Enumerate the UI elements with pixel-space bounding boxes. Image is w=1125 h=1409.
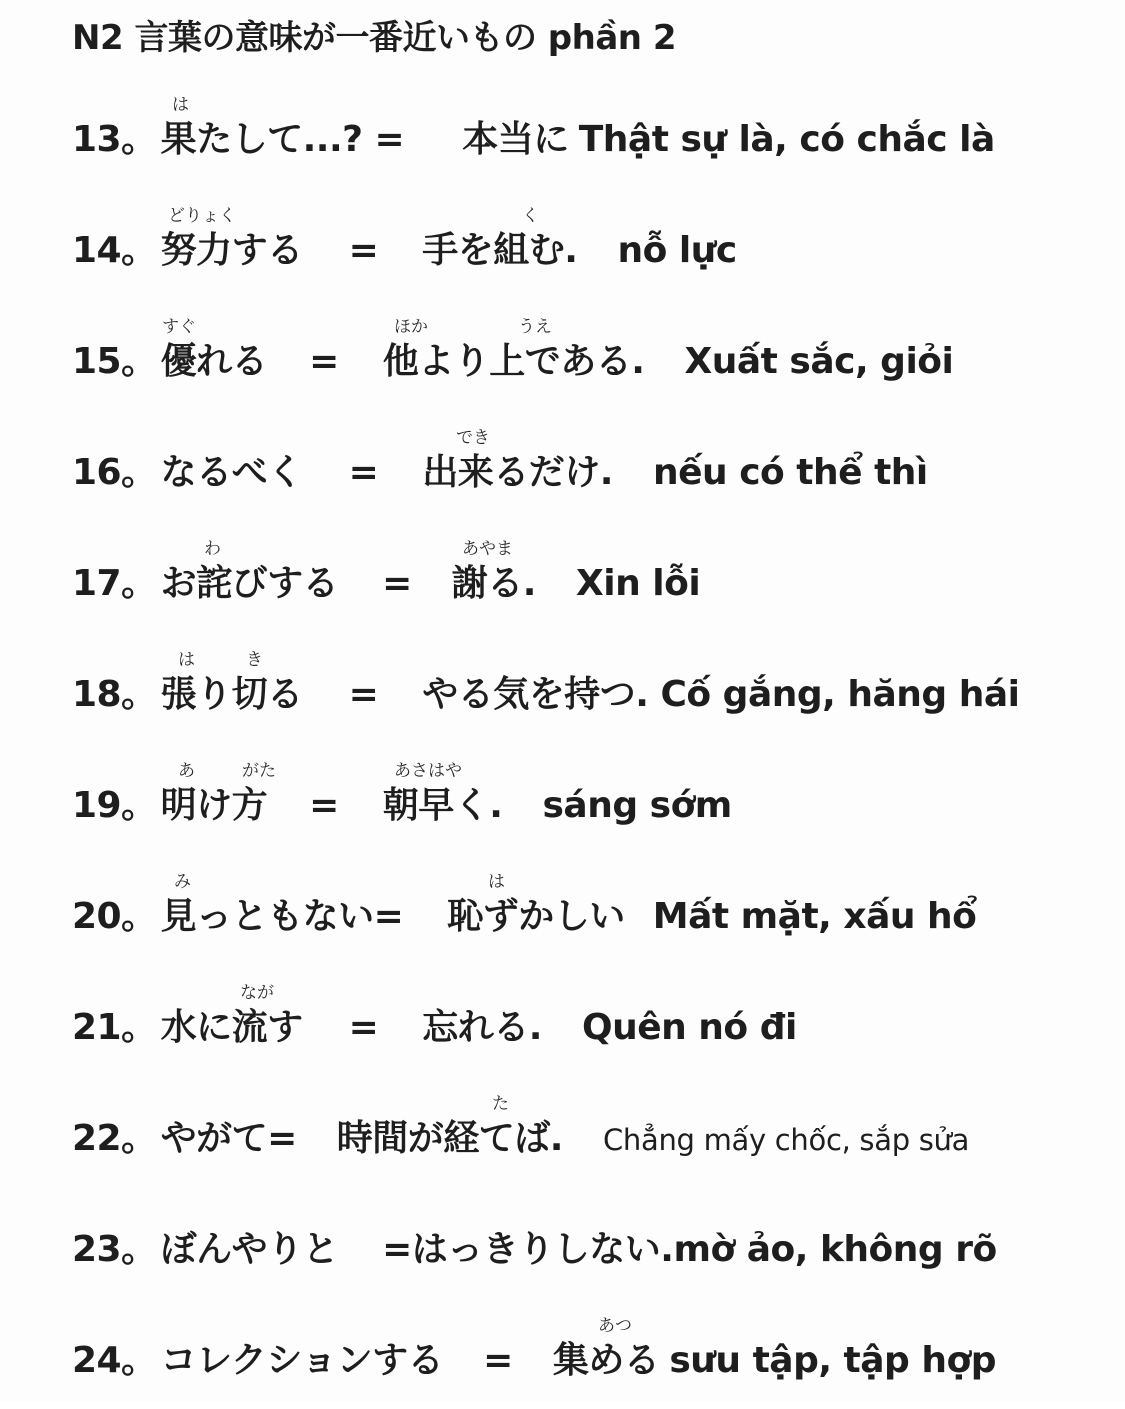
entry-word: 明け方 [160, 785, 268, 826]
entry-meaning: Xuất sắc, giỏi [684, 341, 954, 382]
entry-word: なるべく [160, 452, 303, 493]
entry-synonym: 集める [552, 1340, 660, 1381]
furigana: うえ [518, 317, 552, 337]
entry-meaning: Thật sự là, có chắc là [578, 119, 995, 160]
furigana: は [178, 650, 195, 670]
entry-equals: = [348, 452, 379, 493]
furigana: ほか [394, 317, 428, 337]
furigana: み [174, 872, 191, 892]
furigana: く [522, 206, 539, 226]
entry-synonym: 時間が経てば. [336, 1118, 563, 1159]
entry-number: 17。 [72, 563, 157, 604]
entry-line [72, 1006, 797, 1050]
vocab-entry-14 [72, 206, 1112, 299]
entry-number: 21。 [72, 1007, 157, 1048]
entry-synonym: やる気を持つ. [422, 674, 649, 715]
vocab-entry-17 [72, 539, 1112, 632]
entry-word: 張り切る [160, 674, 303, 715]
entry-word: 優れる [160, 341, 268, 382]
entry-number: 16。 [72, 452, 157, 493]
furigana: あ [178, 761, 195, 781]
entry-synonym: 他より上である. [382, 341, 645, 382]
furigana: は [488, 872, 505, 892]
entry-number: 15。 [72, 341, 157, 382]
vocab-entry-15 [72, 317, 1112, 410]
entry-synonym: 出来るだけ. [422, 452, 613, 493]
entry-number: 13。 [72, 119, 157, 160]
furigana: は [172, 95, 189, 115]
entry-number: 24。 [72, 1340, 157, 1381]
entry-equals: = [348, 1007, 379, 1048]
furigana: あさはや [394, 761, 462, 781]
vocab-entry-21 [72, 983, 1112, 1076]
entry-meaning: nỗ lực [617, 230, 737, 271]
entry-word: 見っともない= [160, 896, 404, 937]
entry-word: 果たして...? = [160, 119, 405, 160]
vocab-entry-19 [72, 761, 1112, 854]
entry-synonym: 謝る. [451, 563, 536, 604]
entry-synonym: 忘れる. [422, 1007, 542, 1048]
entry-line [72, 895, 976, 939]
vocab-entry-18 [72, 650, 1112, 743]
entry-meaning: sưu tập, tập hợp [669, 1340, 996, 1381]
entry-word: ぼんやりと [160, 1229, 339, 1270]
entry-line [72, 1339, 996, 1383]
entry-equals: = [483, 1340, 513, 1381]
entry-number: 14。 [72, 230, 157, 271]
page-title: N2 言葉の意味が一番近いもの phần 2 [72, 18, 676, 58]
entry-number: 18。 [72, 674, 157, 715]
entry-synonym: 本当に [462, 119, 569, 160]
entry-word: 水に流す [160, 1007, 303, 1048]
entry-meaning: Quên nó đi [581, 1007, 797, 1048]
entry-number: 22。 [72, 1118, 157, 1159]
entry-meaning: mờ ảo, không rõ [673, 1229, 997, 1270]
furigana: た [492, 1094, 509, 1114]
entry-word: 努力する [160, 230, 303, 271]
entry-meaning: Mất mặt, xấu hổ [652, 896, 977, 937]
vocab-entry-24 [72, 1316, 1112, 1409]
entry-equals: = [382, 563, 412, 604]
entry-line [72, 118, 995, 162]
furigana: でき [456, 428, 490, 448]
entry-synonym: 恥ずかしい [447, 896, 625, 937]
furigana: あつ [598, 1316, 632, 1336]
entry-word: やがて= [160, 1118, 297, 1159]
furigana: なが [240, 983, 274, 1003]
vocab-entry-20 [72, 872, 1112, 965]
furigana: き [246, 650, 263, 670]
entry-line [72, 1228, 997, 1272]
entry-equals: = [348, 674, 379, 715]
entry-meaning: nếu có thể thì [652, 452, 928, 493]
entry-equals: = [348, 230, 379, 271]
entry-synonym: 手を組む. [422, 230, 578, 271]
entry-synonym: 朝早く. [382, 785, 503, 826]
entry-equals: = [309, 785, 339, 826]
vocab-entry-22 [72, 1094, 1112, 1187]
furigana: あやま [462, 539, 513, 559]
entry-meaning: Cố gắng, hăng hái [660, 674, 1020, 715]
entry-meaning: Xin lỗi [575, 563, 701, 604]
furigana: すぐ [162, 317, 196, 337]
entry-meaning: sáng sớm [542, 785, 732, 826]
entry-line [72, 1117, 969, 1162]
vocab-entry-16 [72, 428, 1112, 521]
furigana: がた [242, 761, 276, 781]
entry-synonym: =はっきりしない. [382, 1229, 674, 1270]
furigana: どりょく [168, 206, 236, 226]
entry-number: 19。 [72, 785, 157, 826]
vocab-entry-13 [72, 95, 1112, 188]
vocab-entry-23 [72, 1228, 1112, 1298]
furigana: わ [204, 539, 221, 559]
entry-line [72, 451, 928, 495]
entry-word: コレクションする [160, 1340, 444, 1381]
entry-line [72, 340, 953, 384]
entry-line [72, 229, 737, 273]
entry-meaning: Chẳng mấy chốc, sắp sửa [602, 1123, 970, 1157]
entry-number: 23。 [72, 1229, 157, 1270]
entry-line [72, 562, 700, 606]
entry-equals: = [309, 341, 339, 382]
entry-word: お詫びする [160, 563, 339, 604]
entry-line [72, 784, 732, 828]
entry-line [72, 673, 1019, 717]
entry-number: 20。 [72, 896, 157, 937]
